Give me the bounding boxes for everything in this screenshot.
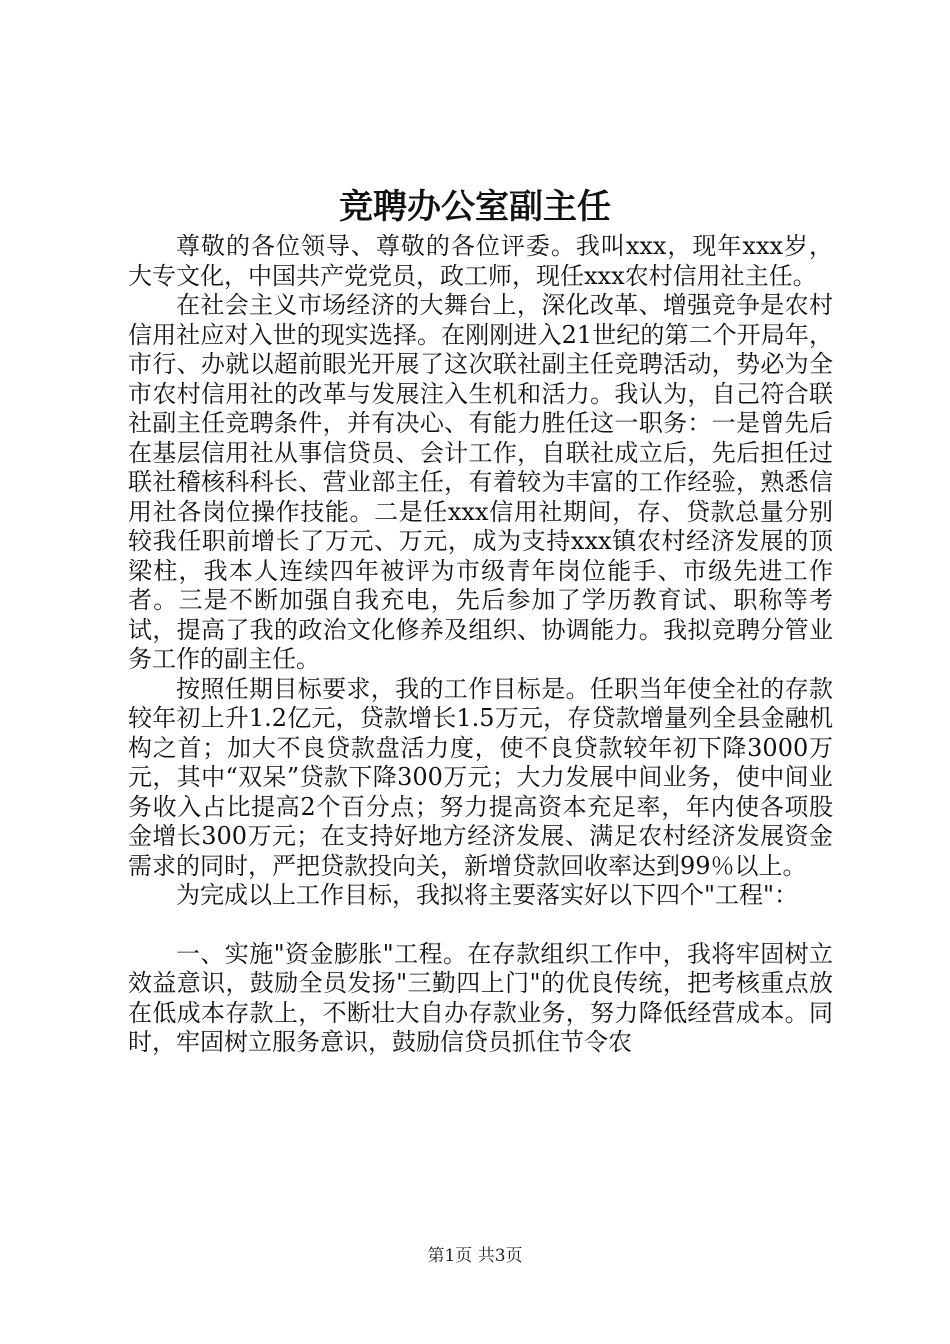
document-body (128, 232, 833, 1058)
paragraph-intro: 尊敬的各位领导、尊敬的各位评委。我叫xxx，现年xxx岁，大专文化，中国共产党党员，政工师，现任xxx农村信用社主任。 (128, 232, 833, 290)
page-footer: 第1页 共3页 (427, 1246, 523, 1266)
paragraph-spacer (128, 911, 833, 940)
paragraph-qualifications: 在社会主义市场经济的大舞台上，深化改革、增强竞争是农村信用社应对入世的现实选择。在刚刚进入21世纪的第二个开局年，市行、办就以超前眼光开展了这次联社副主任竞聘活动，势必为全市农村信用社的改革与发展注入生机和活力。我认为，自己符合联社副主任竞聘条件，并有决心、有能力胜任这一职务：一是曾先后在基层信用社从事信贷员、会计工作，自联社成立后，先后担任过联社稽核科科长、营业部主任，有着较为丰富的工作经验，熟悉信用社各岗位操作技能。二是任xxx信用社期间，存、贷款总量分别较我任职前增长了万元、万元，成为支持xxx镇农村经济发展的顶梁柱，我本人连续四年被评为市级青年岗位能手、市级先进工作者。三是不断加强自我充电，先后参加了学历教育试、职称等考试，提高了我的政治文化修养及组织、协调能力。我拟竞聘分管业务工作的副主任。 (128, 291, 833, 673)
document-title: 竞聘办公室副主任 (339, 187, 611, 227)
paragraph-goals: 按照任期目标要求，我的工作目标是。任职当年使全社的存款较年初上升1.2亿元，贷款增长1.5万元，存贷款增量列全县金融机构之首；加大不良贷款盘活力度，使不良贷款较年初下降3000万元，其中“双呆”贷款下降300万元；大力发展中间业务，使中间业务收入占比提高2个百分点；努力提高资本充足率，年内使各项股金增长300万元；在支持好地方经济发展、满足农村经济发展资金需求的同时，严把贷款投向关，新增贷款回收率达到99％以上。 (128, 674, 833, 880)
paragraph-project-one: 一、实施"资金膨胀"工程。在存款组织工作中，我将牢固树立效益意识，鼓励全员发扬"三勤四上门"的优良传统，把考核重点放在低成本存款上，不断壮大自办存款业务，努力降低经营成本。同时，牢固树立服务意识，鼓励信贷员抓住节令农 (128, 939, 833, 1056)
paragraph-four-projects: 为完成以上工作目标，我拟将主要落实好以下四个"工程"： (176, 881, 799, 909)
